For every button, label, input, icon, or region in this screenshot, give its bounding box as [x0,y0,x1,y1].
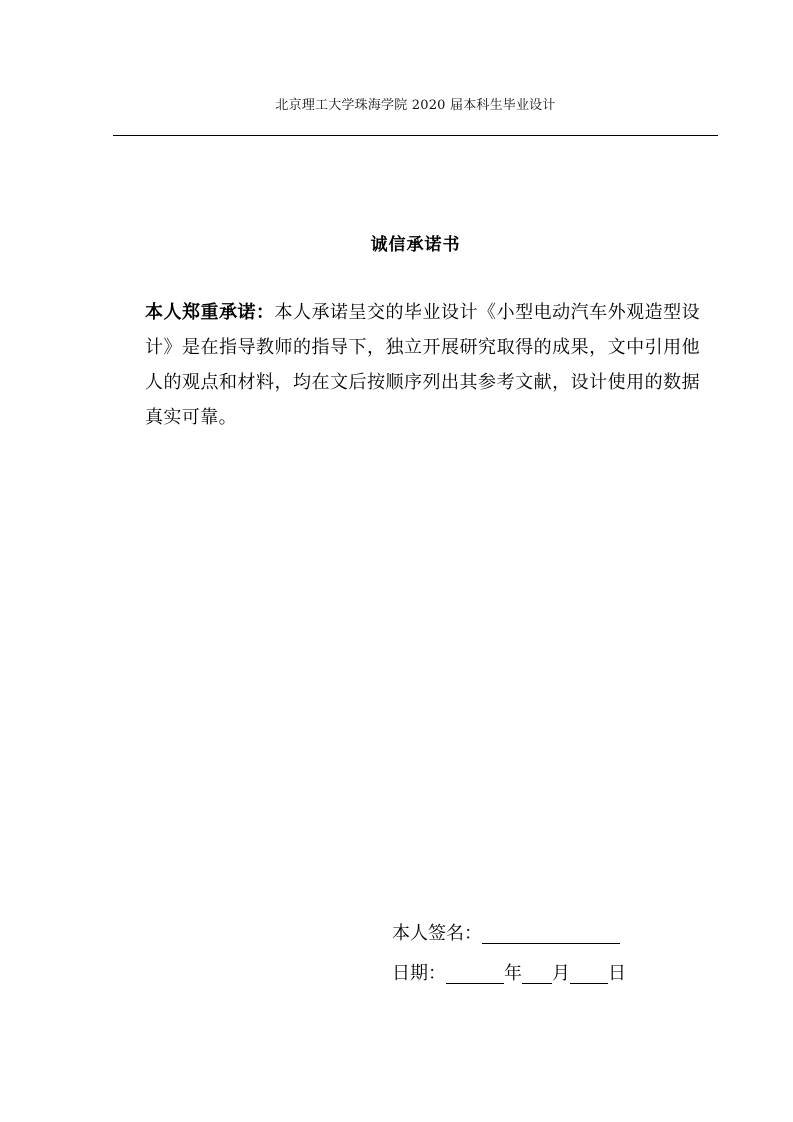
signature-label: 本人签名： [392,923,482,944]
date-row [392,961,626,987]
month-label: 月 [552,963,570,984]
pledge-paragraph [145,295,700,435]
year-label: 年 [504,963,522,984]
year-blank[interactable] [446,963,504,984]
header-divider [113,135,718,136]
signature-blank[interactable] [482,923,620,944]
page-title: 诚信承诺书 [370,235,461,255]
pledge-body: 本人承诺呈交的毕业设计《小型电动汽车外观造型设计》是在指导教师的指导下，独立开展研究取得的成果，文中引用他人的观点和材料，均在文后按顺序列出其参考文献，设计使用的数据真实可靠。 [145,302,700,428]
pledge-lead: 本人郑重承诺： [145,302,275,323]
month-blank[interactable] [522,963,552,984]
running-header: 北京理工大学珠海学院 2020 届本科生毕业设计 [275,98,556,113]
day-blank[interactable] [570,963,608,984]
signature-row [392,921,620,947]
day-label: 日 [608,963,626,984]
date-label: 日期： [392,963,446,984]
